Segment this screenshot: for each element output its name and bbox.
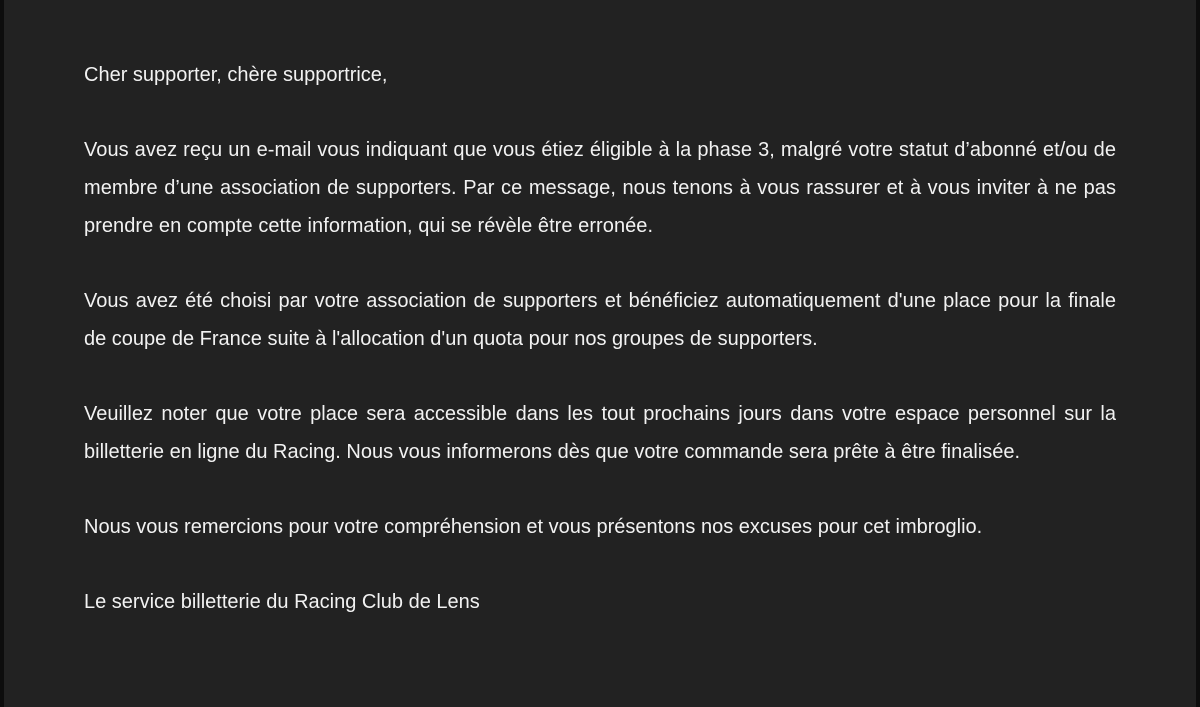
email-paragraph-selection: Vous avez été choisi par votre association de supporters et bénéficiez automatiquement d'une place pour la finale de coupe de France suite à l'allocation d'un quota pour nos groupes de supporters.: [84, 290, 1116, 350]
email-body: [4, 0, 1196, 707]
email-paragraph-eligibility: Vous avez reçu un e-mail vous indiquant que vous étiez éligible à la phase 3, malgré votre statut d’abonné et/ou de membre d’une association de supporters. Par ce message, nous tenons à vous rassurer et à vous inviter à ne pas prendre en compte cette information, qui se révèle être erronée.: [84, 139, 1116, 237]
email-signature: Le service billetterie du Racing Club de Lens: [84, 591, 480, 613]
email-salutation: Cher supporter, chère supportrice,: [84, 64, 388, 86]
email-paragraph-access: Veuillez noter que votre place sera accessible dans les tout prochains jours dans votre espace personnel sur la billetterie en ligne du Racing. Nous vous informerons dès que votre commande sera prête à être finalisée.: [84, 403, 1116, 463]
email-closing: Nous vous remercions pour votre compréhension et vous présentons nos excuses pour cet imbroglio.: [84, 516, 983, 538]
